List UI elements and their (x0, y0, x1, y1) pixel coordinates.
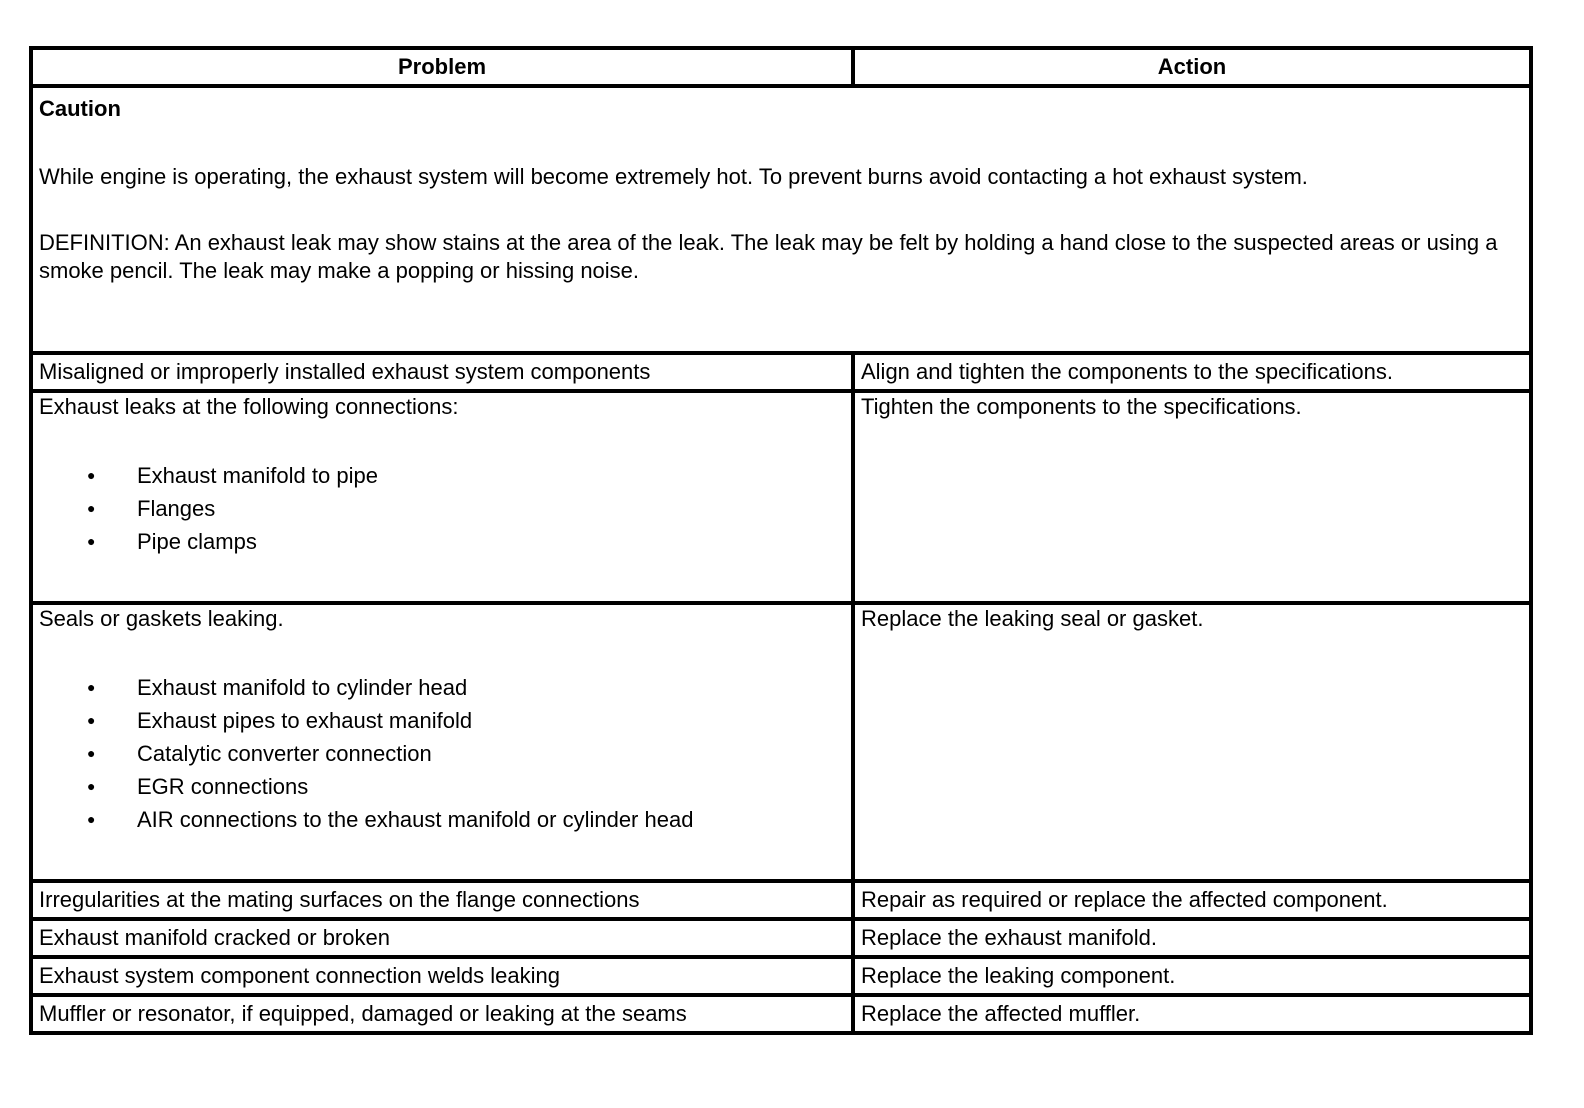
list-item: ● Flanges (137, 492, 845, 525)
table-row (31, 995, 1531, 1033)
table-row (31, 353, 1531, 391)
bullet-list (39, 459, 845, 558)
problem-cell: Exhaust manifold cracked or broken (31, 919, 853, 957)
caution-title: Caution (39, 96, 121, 121)
action-cell: Align and tighten the components to the specifications. (853, 353, 1531, 391)
problem-cell: Irregularities at the mating surfaces on the flange connections (31, 881, 853, 919)
list-item: ● Pipe clamps (137, 525, 845, 558)
action-cell: Replace the exhaust manifold. (853, 919, 1531, 957)
problem-cell (31, 603, 853, 881)
action-header: Action (853, 48, 1531, 86)
problem-text: Seals or gaskets leaking. (39, 606, 284, 631)
list-item: ● Exhaust manifold to cylinder head (137, 671, 845, 704)
caution-cell (31, 86, 1531, 353)
definition-text: DEFINITION: An exhaust leak may show stains at the area of the leak. The leak may be felt by holding a hand close to the suspected areas or using a smoke pencil. The leak may make a popping or hissing noise. (39, 230, 1498, 283)
action-cell: Repair as required or replace the affected component. (853, 881, 1531, 919)
list-item: ● AIR connections to the exhaust manifold or cylinder head (137, 803, 845, 836)
list-item: ● Catalytic converter connection (137, 737, 845, 770)
action-cell: Replace the leaking component. (853, 957, 1531, 995)
action-cell: Replace the affected muffler. (853, 995, 1531, 1033)
problem-cell: Muffler or resonator, if equipped, damaged or leaking at the seams (31, 995, 853, 1033)
table-row (31, 881, 1531, 919)
table-row (31, 919, 1531, 957)
diagnosis-table (29, 46, 1533, 1035)
problem-cell (31, 391, 853, 603)
table-row (31, 603, 1531, 881)
bullet-list (39, 671, 845, 836)
problem-text: Exhaust leaks at the following connections: (39, 394, 459, 419)
list-item: ● Exhaust manifold to pipe (137, 459, 845, 492)
table-header-row (31, 48, 1531, 86)
action-cell: Tighten the components to the specifications. (853, 391, 1531, 603)
problem-cell: Exhaust system component connection welds leaking (31, 957, 853, 995)
problem-cell: Misaligned or improperly installed exhaust system components (31, 353, 853, 391)
problem-header: Problem (31, 48, 853, 86)
table-row (31, 391, 1531, 603)
list-item: ● Exhaust pipes to exhaust manifold (137, 704, 845, 737)
action-cell: Replace the leaking seal or gasket. (853, 603, 1531, 881)
table-row (31, 957, 1531, 995)
caution-row (31, 86, 1531, 353)
caution-text: While engine is operating, the exhaust system will become extremely hot. To prevent burns avoid contacting a hot exhaust system. (39, 164, 1308, 189)
list-item: ● EGR connections (137, 770, 845, 803)
